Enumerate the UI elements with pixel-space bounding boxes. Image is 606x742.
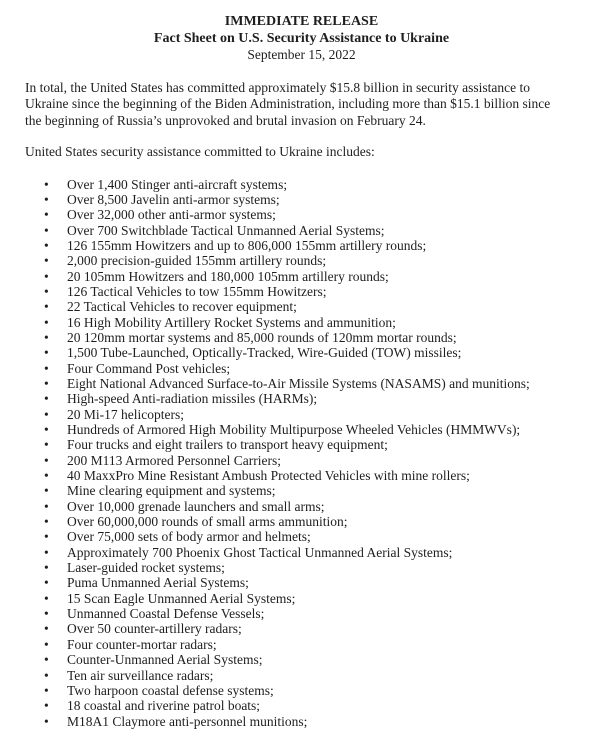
list-item-text: Four counter-mortar radars; [67, 636, 217, 652]
list-item [67, 575, 578, 590]
list-item-text: 1,500 Tube-Launched, Optically-Tracked, Wire-Guided (TOW) missiles; [67, 345, 462, 361]
list-item-text: 20 Mi-17 helicopters; [67, 406, 184, 422]
intro-line: Ukraine since the beginning of the Biden Administration, including more than $15.1 billion since [25, 96, 551, 111]
list-item-text: Laser-guided rocket systems; [67, 560, 225, 576]
list-item-text: Over 700 Switchblade Tactical Unmanned Aerial Systems; [67, 222, 385, 238]
list-item [67, 637, 578, 652]
list-item [67, 683, 578, 698]
list-item [67, 284, 578, 299]
list-item-text: 18 coastal and riverine patrol boats; [67, 698, 261, 714]
list-item [67, 223, 578, 238]
list-item [67, 269, 578, 284]
list-item [67, 698, 578, 713]
list-item-text: 15 Scan Eagle Unmanned Aerial Systems; [67, 590, 296, 606]
list-item-text: High-speed Anti-radiation missiles (HARMs); [67, 391, 318, 407]
list-item-text: Approximately 700 Phoenix Ghost Tactical Unmanned Aerial Systems; [67, 544, 453, 560]
document-title: Fact Sheet on U.S. Security Assistance to Ukraine [153, 30, 450, 46]
document-header [25, 14, 578, 64]
list-item [67, 315, 578, 330]
list-item [67, 391, 578, 406]
list-item [67, 453, 578, 468]
list-item-text: 126 Tactical Vehicles to tow 155mm Howitzers; [67, 283, 327, 299]
list-item [67, 529, 578, 544]
list-item-text: Over 1,400 Stinger anti-aircraft systems; [67, 176, 288, 192]
list-intro: United States security assistance committed to Ukraine includes: [25, 144, 375, 159]
assistance-list [25, 177, 578, 729]
list-item-text: 20 120mm mortar systems and 85,000 rounds of 120mm mortar rounds; [67, 329, 457, 345]
list-item [67, 207, 578, 222]
list-item-text: Over 75,000 sets of body armor and helmets; [67, 529, 311, 545]
list-item-text: Two harpoon coastal defense systems; [67, 682, 274, 698]
list-item [67, 545, 578, 560]
list-item [67, 606, 578, 621]
list-item-text: Puma Unmanned Aerial Systems; [67, 575, 249, 591]
list-item [67, 652, 578, 667]
list-item-text: Four trucks and eight trailers to transport heavy equipment; [67, 437, 388, 453]
list-item-text: 20 105mm Howitzers and 180,000 105mm artillery rounds; [67, 268, 389, 284]
list-item-text: Over 60,000,000 rounds of small arms ammunition; [67, 514, 348, 530]
list-item [67, 437, 578, 452]
list-item-text: Over 50 counter-artillery radars; [67, 621, 242, 637]
list-item-text: Mine clearing equipment and systems; [67, 483, 276, 499]
list-item [67, 330, 578, 345]
list-item [67, 514, 578, 529]
list-item [67, 238, 578, 253]
release-line: IMMEDIATE RELEASE [224, 14, 379, 29]
list-item [67, 345, 578, 360]
list-item [67, 560, 578, 575]
list-item-text: Ten air surveillance radars; [67, 667, 214, 683]
document-date: September 15, 2022 [247, 47, 356, 62]
list-item-text: 126 155mm Howitzers and up to 806,000 155mm artillery rounds; [67, 237, 427, 253]
list-item [67, 591, 578, 606]
list-item-text: 16 High Mobility Artillery Rocket Systems and ammunition; [67, 314, 396, 330]
list-item [67, 192, 578, 207]
list-item [67, 499, 578, 514]
list-item-text: 2,000 precision-guided 155mm artillery rounds; [67, 253, 327, 269]
list-item [67, 376, 578, 391]
list-item [67, 714, 578, 729]
intro-paragraph [25, 80, 578, 130]
list-item-text: Over 10,000 grenade launchers and small arms; [67, 498, 325, 514]
intro-line: In total, the United States has committed approximately $15.8 billion in security assistance to [25, 79, 531, 95]
list-item-text: Hundreds of Armored High Mobility Multipurpose Wheeled Vehicles (HMMWVs); [67, 422, 521, 437]
list-item-text: Over 32,000 other anti-armor systems; [67, 207, 276, 223]
list-item-text: 40 MaxxPro Mine Resistant Ambush Protected Vehicles with mine rollers; [67, 468, 470, 484]
list-item [67, 668, 578, 683]
list-item [67, 483, 578, 498]
list-item-text: Over 8,500 Javelin anti-armor systems; [67, 191, 280, 207]
list-item-text: Four Command Post vehicles; [67, 360, 231, 376]
list-item-text: M18A1 Claymore anti-personnel munitions; [67, 713, 308, 729]
list-item [67, 253, 578, 268]
list-item [67, 407, 578, 422]
list-item [67, 468, 578, 483]
list-item-text: Unmanned Coastal Defense Vessels; [67, 606, 265, 622]
intro-line: the beginning of Russia’s unprovoked and brutal invasion on February 24. [25, 112, 426, 128]
list-item-text: 22 Tactical Vehicles to recover equipment; [67, 299, 297, 315]
list-item [67, 299, 578, 314]
list-item [67, 361, 578, 376]
list-item [67, 621, 578, 636]
list-item [67, 177, 578, 192]
list-item-text: Counter-Unmanned Aerial Systems; [67, 652, 263, 668]
list-item [67, 422, 578, 437]
list-item-text: 200 M113 Armored Personnel Carriers; [67, 452, 281, 468]
list-item-text: Eight National Advanced Surface-to-Air Missile Systems (NASAMS) and munitions; [67, 375, 530, 391]
